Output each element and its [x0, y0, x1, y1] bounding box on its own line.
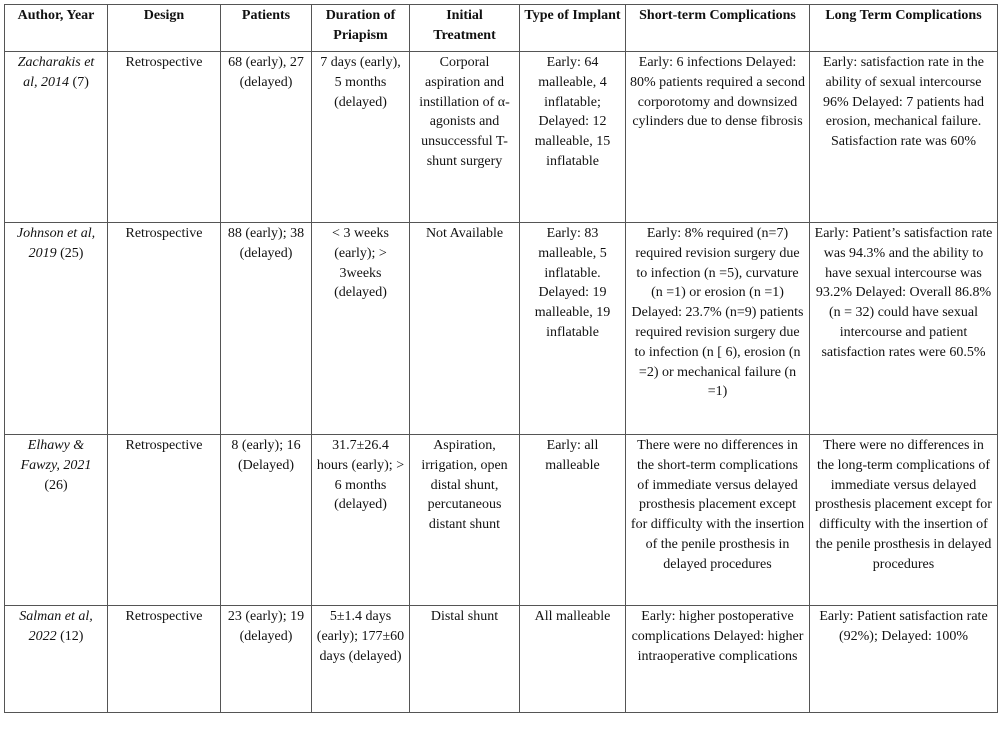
header-row	[5, 5, 998, 52]
table-row	[5, 435, 998, 606]
design-cell: Retrospective	[108, 223, 221, 435]
author-cell	[5, 223, 108, 435]
short-term-cell: Early: 6 infections Delayed: 80% patients required a second corporotomy and downsized cylinders due to dense fibrosis	[626, 52, 810, 223]
short-term-cell: Early: higher postoperative complications Delayed: higher intraoperative complications	[626, 606, 810, 713]
duration-cell: 31.7±26.4 hours (early); > 6 months (delayed)	[312, 435, 410, 606]
header-short-term: Short-term Complications	[626, 5, 810, 52]
header-duration: Duration of Priapism	[312, 5, 410, 52]
table-row	[5, 223, 998, 435]
reference-number: (25)	[60, 245, 84, 261]
author-name: Elhawy & Fawzy, 2021	[20, 438, 92, 473]
header-patients: Patients	[221, 5, 312, 52]
author-cell	[5, 606, 108, 713]
implant-type-cell: Early: 64 malleable, 4 inflatable; Delayed: 12 malleable, 15 inflatable	[520, 52, 626, 223]
long-term-cell: Early: Patient’s satisfaction rate was 94.3% and the ability to have sexual intercourse was 93.2% Delayed: Overall 86.8% (n = 32) could have sexual intercourse and patient satisfaction rates were 60.5%	[810, 223, 998, 435]
header-long-term: Long Term Complications	[810, 5, 998, 52]
implant-type-cell: Early: all malleable	[520, 435, 626, 606]
duration-cell: 7 days (early), 5 months (delayed)	[312, 52, 410, 223]
header-initial-treatment: Initial Treatment	[410, 5, 520, 52]
header-design: Design	[108, 5, 221, 52]
long-term-cell: There were no differences in the long-term complications of immediate versus delayed prosthesis placement except for difficulty with the insertion of the penile prosthesis in delayed procedures	[810, 435, 998, 606]
author-name: Zacharakis et al, 2014	[17, 55, 95, 90]
reference-number: (7)	[72, 74, 89, 90]
implant-type-cell: All malleable	[520, 606, 626, 713]
initial-treatment-cell: Corporal aspiration and instillation of α-agonists and unsuccessful T-shunt surgery	[410, 52, 520, 223]
design-cell: Retrospective	[108, 606, 221, 713]
reference-number: (26)	[44, 477, 68, 493]
initial-treatment-cell: Distal shunt	[410, 606, 520, 713]
short-term-cell: There were no differences in the short-term complications of immediate versus delayed prosthesis placement except for difficulty with the insertion of the penile prosthesis in delayed procedures	[626, 435, 810, 606]
author-cell	[5, 52, 108, 223]
patients-cell: 88 (early); 38 (delayed)	[221, 223, 312, 435]
long-term-cell: Early: Patient satisfaction rate (92%); Delayed: 100%	[810, 606, 998, 713]
table-row	[5, 52, 998, 223]
short-term-cell: Early: 8% required (n=7) required revision surgery due to infection (n =5), curvature (n =1) or erosion (n =1) Delayed: 23.7% (n=9) patients required revision surgery due to infection (n [ 6), erosion (n =2) or mechanical failure (n =1)	[626, 223, 810, 435]
author-name: Johnson et al, 2019	[16, 226, 96, 261]
initial-treatment-cell: Not Available	[410, 223, 520, 435]
header-implant-type: Type of Implant	[520, 5, 626, 52]
duration-cell: < 3 weeks (early); > 3weeks (delayed)	[312, 223, 410, 435]
header-author-year: Author, Year	[5, 5, 108, 52]
long-term-cell: Early: satisfaction rate in the ability of sexual intercourse 96% Delayed: 7 patients had erosion, mechanical failure. Satisfaction rate was 60%	[810, 52, 998, 223]
author-cell	[5, 435, 108, 606]
patients-cell: 23 (early); 19 (delayed)	[221, 606, 312, 713]
patients-cell: 68 (early), 27 (delayed)	[221, 52, 312, 223]
author-name: Salman et al, 2022	[19, 609, 93, 644]
initial-treatment-cell: Aspiration, irrigation, open distal shunt, percutaneous distant shunt	[410, 435, 520, 606]
reference-number: (12)	[60, 628, 84, 644]
patients-cell: 8 (early); 16 (Delayed)	[221, 435, 312, 606]
design-cell: Retrospective	[108, 435, 221, 606]
studies-table	[4, 4, 998, 713]
design-cell: Retrospective	[108, 52, 221, 223]
duration-cell: 5±1.4 days (early); 177±60 days (delayed)	[312, 606, 410, 713]
implant-type-cell: Early: 83 malleable, 5 inflatable. Delayed: 19 malleable, 19 inflatable	[520, 223, 626, 435]
table-row	[5, 606, 998, 713]
